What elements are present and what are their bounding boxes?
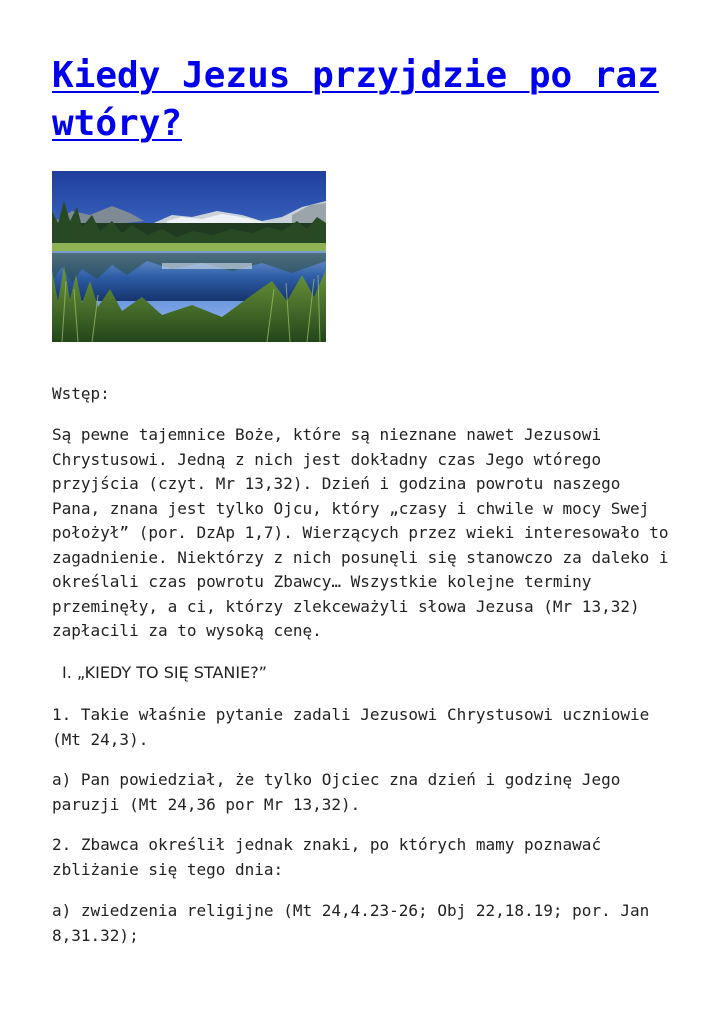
paragraph-1a: a) Pan powiedział, że tylko Ojciec zna dzień i godzinę Jego paruzji (Mt 24,36 por Mr 13,32). bbox=[52, 770, 621, 814]
section-heading: I. „KIEDY TO SIĘ STANIE?” bbox=[62, 663, 267, 682]
intro-paragraph: Są pewne tajemnice Boże, które są nieznane nawet Jezusowi Chrystusowi. Jedną z nich jest dokładny czas Jego wtórego przyjścia (czyt. Mr 13,32). Dzień i godzina powrotu naszego Pana, znana jest tylko Ojcu, który „czasy i chwile w mocy Swej położył” (por. DzAp 1,7). Wierzących przez wieki interesowało to zagadnienie. Niektórzy z nich posunęli się stanowczo za daleko i określali czas powrotu Zbawcy… Wszystkie kolejne terminy przeminęły, a ci, którzy zlekceważyli słowa Jezusa (Mr 13,32) zapłacili za to wysoką cenę. bbox=[52, 425, 669, 640]
mountain-lake-photo bbox=[52, 171, 326, 342]
paragraph-2: 2. Zbawca określił jednak znaki, po których mamy poznawać zbliżanie się tego dnia: bbox=[52, 835, 602, 879]
article-title-link[interactable]: Kiedy Jezus przyjdzie po raz wtóry? bbox=[52, 55, 659, 144]
paragraph-1: 1. Takie właśnie pytanie zadali Jezusowi Chrystusowi uczniowie (Mt 24,3). bbox=[52, 705, 650, 749]
intro-label: Wstęp: bbox=[52, 384, 110, 403]
paragraph-2a: a) zwiedzenia religijne (Mt 24,4.23-26; Obj 22,18.19; por. Jan 8,31.32); bbox=[52, 901, 650, 945]
